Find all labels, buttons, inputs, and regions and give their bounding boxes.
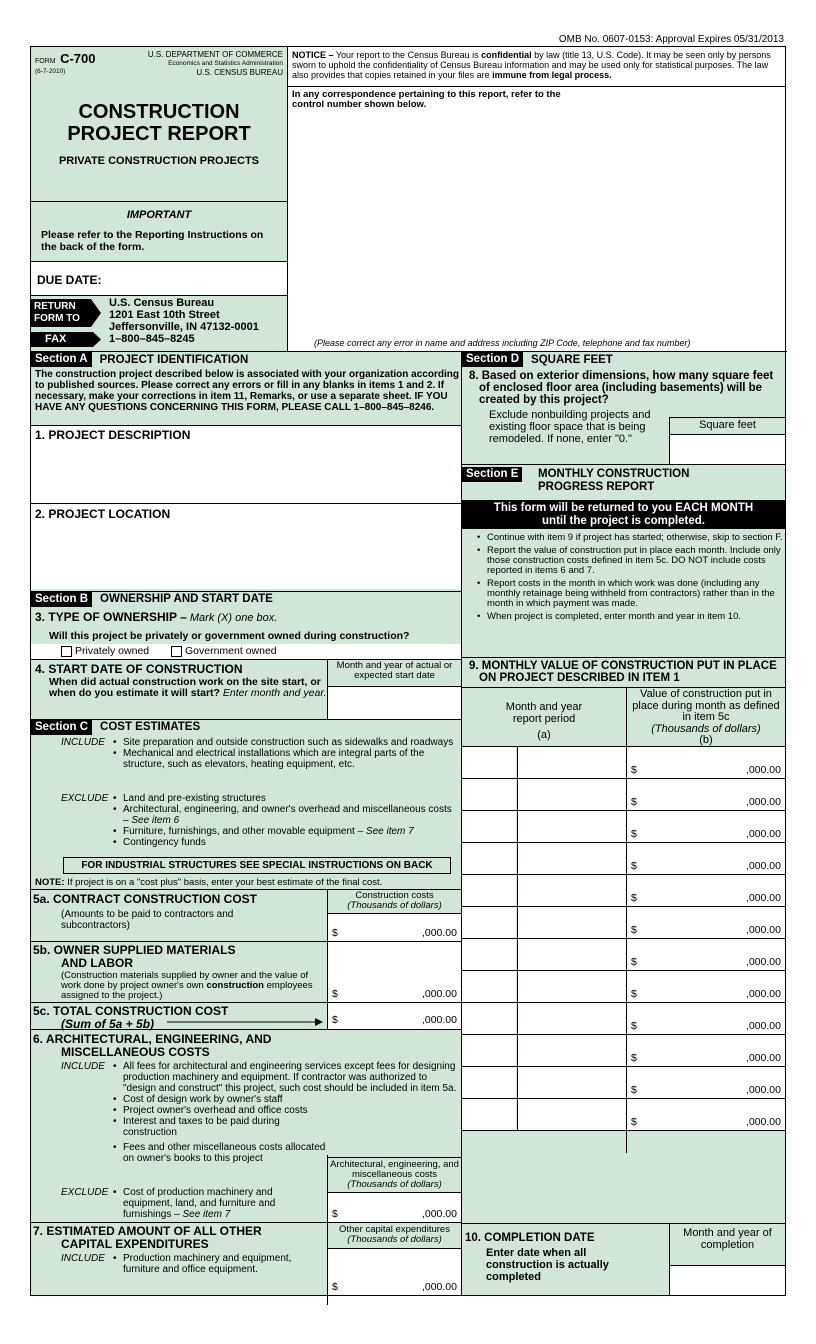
privately-owned-checkbox[interactable]: Privately owned	[61, 645, 149, 657]
year-input[interactable]	[517, 1035, 626, 1066]
completion-date-label: 10. COMPLETION DATE	[465, 1232, 595, 1244]
owner-supplied-note: (Construction materials supplied by owner and the value of work done by project owner's own construction employees assigned to the project.)	[61, 970, 313, 1001]
monthly-value-input[interactable]: $ ,000.00	[627, 747, 785, 778]
project-description-label: 1. PROJECT DESCRIPTION	[35, 428, 191, 442]
monthly-value-input[interactable]: $ ,000.00	[627, 1035, 785, 1066]
dept-line-3: U.S. CENSUS BUREAU	[196, 68, 283, 77]
month-input[interactable]	[462, 843, 516, 874]
include-list: • Site preparation and outside construction such as sidewalks and roadways • Mechanical and electrical installations which are integral parts of the structure, such as elevators, heating equipment, etc.	[113, 737, 457, 770]
cost-plus-note: NOTE: If project is on a "cost plus" basis, enter your best estimate of the final cost.	[35, 877, 383, 888]
square-feet-column-label: Square feet	[669, 417, 785, 434]
monthly-value-input[interactable]: $ ,000.00	[627, 779, 785, 810]
section-d-header: Section D SQUARE FEET	[462, 352, 785, 367]
year-input[interactable]	[517, 779, 626, 810]
arrow-right-icon	[167, 1017, 323, 1027]
item-6-exclude-label: EXCLUDE	[61, 1187, 109, 1198]
completion-date-input[interactable]	[670, 1265, 785, 1295]
fax-label: FAX	[45, 333, 67, 345]
return-label: RETURN FORM TO	[34, 301, 80, 324]
item-6-label: 6. ARCHITECTURAL, ENGINEERING, AND MISCELLANEOUS COSTS	[33, 1032, 272, 1059]
total-cost-label: 5c. TOTAL CONSTRUCTION COST (Sum of 5a + 5b)	[33, 1004, 229, 1031]
correspondence-note: In any correspondence pertaining to this report, refer to the control number shown below.	[292, 89, 561, 110]
form-title	[31, 101, 287, 167]
monthly-value-input[interactable]: $ ,000.00	[627, 1099, 785, 1130]
month-input[interactable]	[462, 875, 516, 906]
return-line-1: U.S. Census Bureau	[109, 297, 215, 309]
monthly-value-input[interactable]: $ ,000.00	[627, 971, 785, 1002]
completion-date-column-label: Month and year of completion	[683, 1227, 772, 1251]
item-7-include-label: INCLUDE	[61, 1253, 105, 1264]
completion-date-question: Enter date when all construction is actually completed	[486, 1247, 609, 1283]
monthly-banner: This form will be returned to you EACH MONTH until the project is completed.	[462, 500, 785, 529]
ownership-question: 3. TYPE OF OWNERSHIP – Mark (X) one box. Will this project be privately or government owned during construction?	[35, 610, 410, 642]
col-a-header: Month and year report period (a)	[505, 701, 583, 741]
item-6-include-list: • All fees for architectural and engineering services except fees for designing production machinery and equipment. If contractor was authorized to "design and construct" this project, such cost should be included in item 5a. • Cost of design work by owner's staff • Project owner's overhead and office costs • Interest and taxes to be paid during construction • Fees and other miscellaneous costs allocated on owner's books to this project	[113, 1061, 459, 1164]
month-input[interactable]	[462, 747, 516, 778]
month-input[interactable]	[462, 779, 516, 810]
item-7-include-list: • Production machinery and equipment, furniture and office equipment.	[113, 1253, 323, 1275]
section-e-header: Section E MONTHLY CONSTRUCTION PROGRESS REPORT	[462, 464, 785, 500]
construction-costs-column-label: Construction costs (Thousands of dollars)	[347, 890, 442, 911]
year-input[interactable]	[517, 1067, 626, 1098]
year-input[interactable]	[517, 1003, 626, 1034]
form-number: C-700	[60, 51, 96, 66]
arrow-label-icon	[31, 332, 103, 347]
dept-line-1: U.S. DEPARTMENT OF COMMERCE	[147, 50, 283, 59]
month-input[interactable]	[462, 939, 516, 970]
monthly-value-input[interactable]: $ ,000.00	[627, 1067, 785, 1098]
correction-note: (Please correct any error in name and address including ZIP Code, telephone and fax number)	[314, 338, 691, 348]
item-6-include-label: INCLUDE	[61, 1061, 105, 1072]
section-e-bullets: • Continue with item 9 if project has started; otherwise, skip to section F. • Report the value of construction put in place each month. Include only those construction costs defined in item 5c. DO NOT include costs reported in items 6 and 7. • Report costs in the month in which work was done (including any monthly retainage being withheld from contractors) rather than in the month in which payment was made. • When project is completed, enter month and year in item 10.	[477, 533, 783, 622]
project-description-field[interactable]	[31, 425, 461, 503]
square-feet-input[interactable]	[669, 434, 785, 464]
form-date: (6-7-2010)	[35, 68, 66, 75]
month-input[interactable]	[462, 1099, 516, 1130]
section-c-header: Section C COST ESTIMATES	[31, 719, 461, 734]
year-input[interactable]	[517, 811, 626, 842]
contract-cost-note: (Amounts to be paid to contractors and subcontractors)	[61, 909, 234, 931]
monthly-value-input[interactable]: $ ,000.00	[627, 843, 785, 874]
year-input[interactable]	[517, 907, 626, 938]
month-input[interactable]	[462, 811, 516, 842]
exclude-label: EXCLUDE	[61, 793, 109, 804]
monthly-value-input[interactable]: $ ,000.00	[627, 1003, 785, 1034]
month-input[interactable]	[462, 1067, 516, 1098]
item-7-input[interactable]: $ ,000.00	[328, 1248, 461, 1295]
important-text: Please refer to the Reporting Instructions on the back of the form.	[41, 229, 264, 253]
form-prefix: FORM	[35, 58, 56, 65]
contract-cost-input[interactable]: $ ,000.00	[328, 913, 461, 941]
contract-cost-label: 5a. CONTRACT CONSTRUCTION COST	[33, 892, 258, 906]
start-date-input[interactable]	[328, 686, 461, 719]
title-line-2: PROJECT REPORT	[67, 123, 251, 145]
address-panel[interactable]	[288, 47, 785, 351]
month-input[interactable]	[462, 907, 516, 938]
month-input[interactable]	[462, 1003, 516, 1034]
return-line-3: Jeffersonville, IN 47132-0001	[109, 321, 259, 333]
section-a-intro: The construction project described below is associated with your organization according to published sources. Please correct any errors or fill in any blanks in items 1 and 2. If necessary, make your corrections in item 11, Remarks, or use a separate sheet. IF YOU HAVE ANY QUESTIONS CONCERNING THIS FORM, PLEASE CALL 1–800–845–8246.	[35, 369, 459, 413]
section-b-header: Section B OWNERSHIP AND START DATE	[31, 591, 461, 606]
section-a-header: Section A PROJECT IDENTIFICATION	[31, 352, 461, 367]
year-input[interactable]	[517, 1099, 626, 1130]
title-line-1: CONSTRUCTION	[78, 101, 240, 123]
construction-project-report-form	[30, 46, 786, 1296]
item-7-label: 7. ESTIMATED AMOUNT OF ALL OTHER CAPITAL EXPENDITURES	[33, 1224, 262, 1251]
exclude-list: • Land and pre-existing structures • Architectural, engineering, and owner's overhead and miscellaneous costs – See item 6 • Furniture, furnishings, and other movable equipment – See item 7 • Contingency funds	[113, 793, 457, 848]
month-input[interactable]	[462, 1035, 516, 1066]
return-line-2: 1201 East 10th Street	[109, 309, 220, 321]
ownership-options	[31, 644, 461, 659]
important-heading: IMPORTANT	[126, 209, 192, 221]
dept-line-2: Economics and Statistics Administration	[168, 60, 283, 67]
government-owned-checkbox[interactable]: Government owned	[171, 645, 277, 657]
year-input[interactable]	[517, 875, 626, 906]
return-address	[109, 297, 259, 333]
square-feet-note: Exclude nonbuilding projects and existing floor space that is being remodeled. If none, enter "0."	[489, 409, 651, 445]
monthly-value-question: 9. MONTHLY VALUE OF CONSTRUCTION PUT IN PLACE ON PROJECT DESCRIBED IN ITEM 1	[469, 660, 777, 684]
monthly-value-input[interactable]: $ ,000.00	[627, 939, 785, 970]
return-arrow	[31, 299, 103, 327]
due-date-label: DUE DATE:	[37, 273, 102, 287]
year-input[interactable]	[517, 971, 626, 1002]
year-input[interactable]	[517, 747, 626, 778]
owner-supplied-label: 5b. OWNER SUPPLIED MATERIALS AND LABOR	[33, 943, 236, 970]
owner-supplied-input[interactable]: $ ,000.00	[328, 942, 461, 1002]
industrial-instructions-box: FOR INDUSTRIAL STRUCTURES SEE SPECIAL INSTRUCTIONS ON BACK	[63, 857, 451, 874]
square-feet-question: 8. Based on exterior dimensions, how many square feet of enclosed floor area (including basements) will be created by this project?	[469, 370, 774, 406]
project-location-label: 2. PROJECT LOCATION	[35, 507, 171, 521]
total-cost-input[interactable]: $ ,000.00	[328, 1003, 461, 1029]
fax-arrow	[31, 332, 103, 347]
department-block	[119, 50, 283, 77]
year-input[interactable]	[517, 843, 626, 874]
item-6-exclude-list: • Cost of production machinery and equipment, land, and furniture and furnishings – See item 7	[113, 1187, 323, 1220]
month-input[interactable]	[462, 971, 516, 1002]
start-date-column-label: Month and year of actual or expected start date	[336, 660, 453, 681]
col-b-header: Value of construction put in place during month as defined in item 5c (Thousands of dollars) (b)	[632, 688, 780, 746]
due-date-box[interactable]	[31, 262, 287, 295]
item-7-column-label: Other capital expenditures (Thousands of dollars)	[339, 1224, 450, 1245]
confidentiality-notice: NOTICE – Your report to the Census Bureau is confidential by law (title 13, U.S. Code). It may be seen only by persons sworn to uphold the confidentiality of Census Bureau information and may be used only for statistical purposes. The law also provides that copies retained in your files are immune from legal process.	[292, 50, 771, 80]
year-input[interactable]	[517, 939, 626, 970]
monthly-value-input[interactable]: $ ,000.00	[627, 811, 785, 842]
start-date-question: 4. START DATE OF CONSTRUCTION When did actual construction work on the site start, or when do you estimate it will start? Enter month and year.	[35, 662, 327, 699]
item-6-column-label: Architectural, engineering, and miscellaneous costs (Thousands of dollars)	[328, 1157, 461, 1190]
item-6-input[interactable]: $ ,000.00	[328, 1192, 461, 1222]
fax-number: 1–800–845–8245	[109, 333, 195, 345]
form-subtitle: PRIVATE CONSTRUCTION PROJECTS	[58, 155, 260, 167]
monthly-value-input[interactable]: $ ,000.00	[627, 875, 785, 906]
monthly-value-input[interactable]: $ ,000.00	[627, 907, 785, 938]
include-label: INCLUDE	[61, 737, 105, 748]
omb-number: OMB No. 0607-0153: Approval Expires 05/31/2013	[558, 34, 784, 45]
project-location-field[interactable]	[31, 503, 461, 589]
